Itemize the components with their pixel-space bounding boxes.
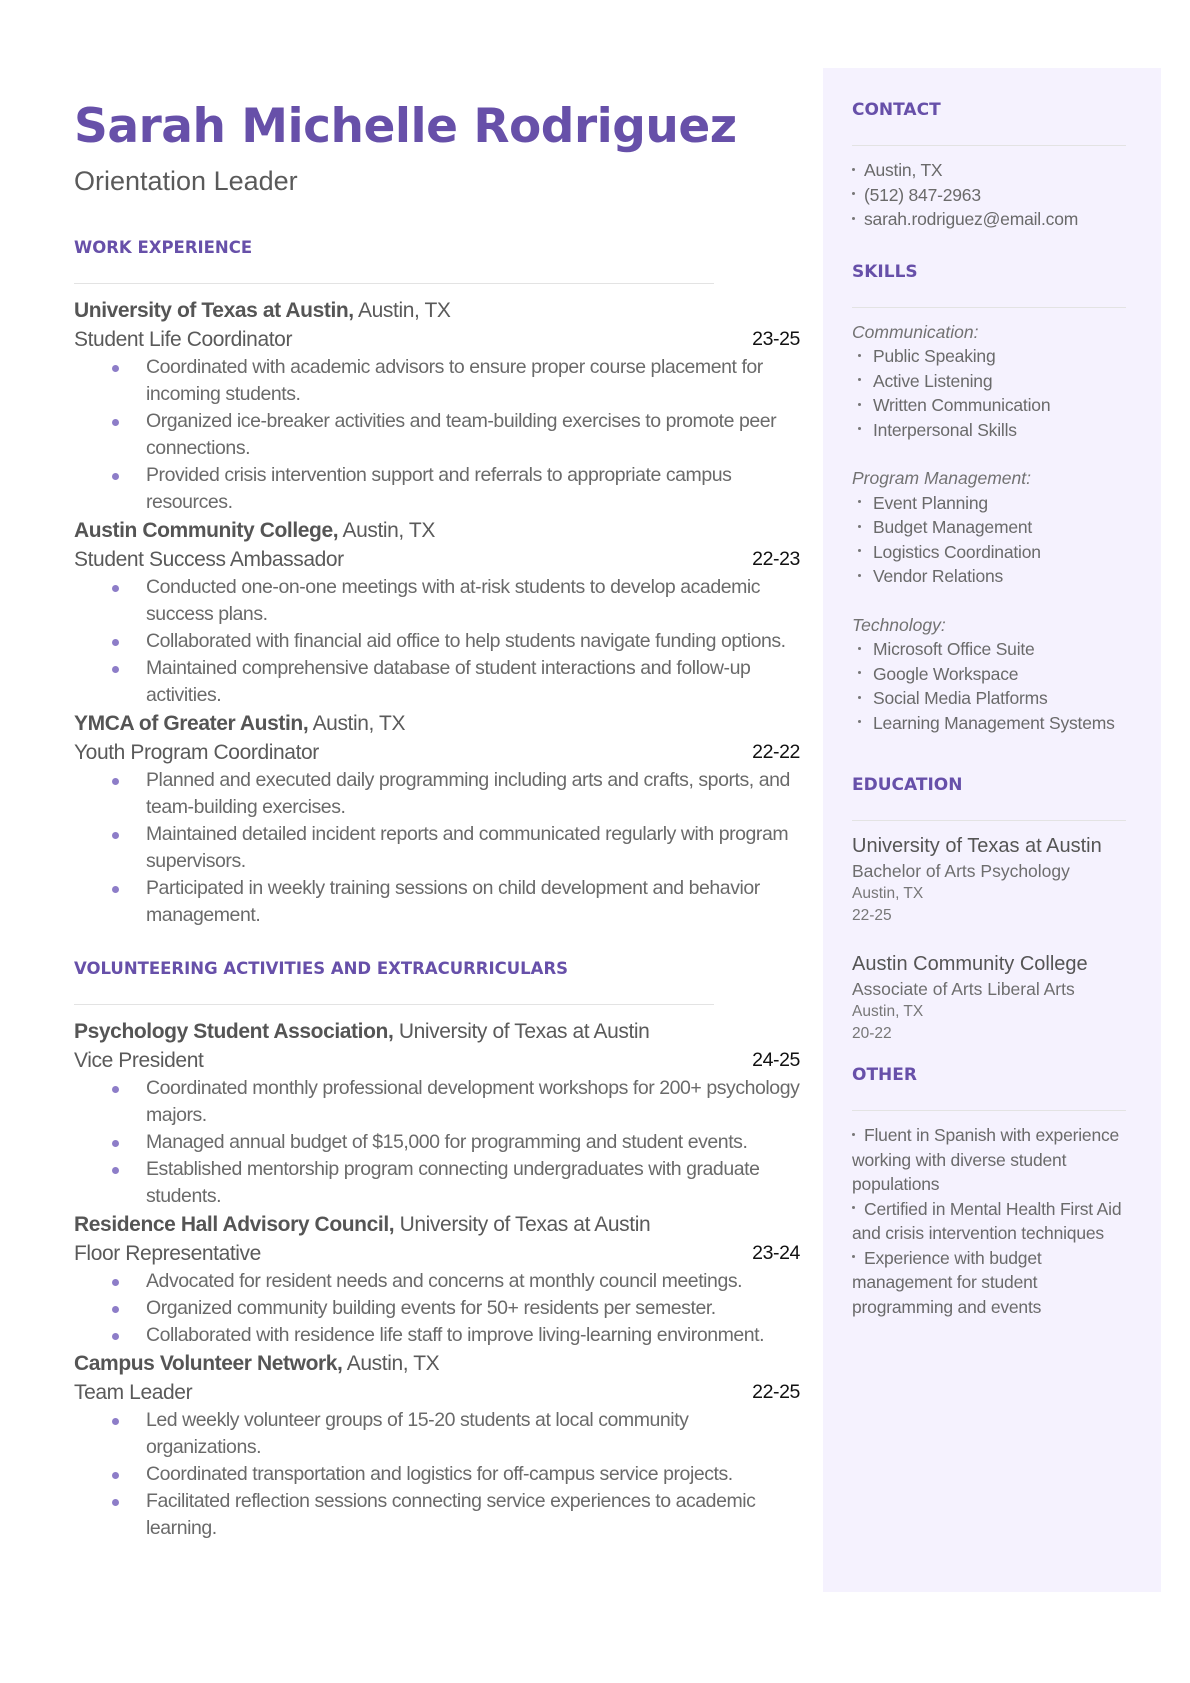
school-location: Austin, TX [852, 885, 924, 902]
education-item [852, 951, 1142, 1045]
volunteering-entries [74, 1017, 800, 1542]
contact-list [852, 158, 1142, 232]
experience-entry [74, 516, 800, 709]
organization-name: University of Texas at Austin, [74, 299, 354, 322]
bullet-text: Organized community building events for 50+ residents per semester. [146, 1297, 716, 1319]
skill-category: Technology: [852, 614, 946, 635]
skill-list [852, 491, 1142, 589]
bullet-list [74, 574, 800, 709]
main-column [74, 96, 800, 1542]
section-title: CONTACT [852, 100, 941, 120]
skill-group [852, 466, 1142, 589]
education-dates: 22-25 [852, 907, 892, 924]
section-title: VOLUNTEERING ACTIVITIES AND EXTRACURRICULARS [74, 959, 569, 978]
bullet-list [74, 354, 800, 516]
education-item [852, 833, 1142, 927]
bullet-item [110, 408, 800, 462]
experience-entry [74, 1210, 800, 1349]
role-row [74, 1046, 800, 1075]
skill-item [852, 711, 1142, 736]
bullet-item [110, 1407, 800, 1461]
bullet-text: Planned and executed daily programming including arts and crafts, sports, and team-building exercises. [146, 769, 790, 818]
organization-location: Austin, TX [346, 1352, 440, 1375]
date-range: 24-25 [752, 1049, 800, 1071]
bullet-item [110, 1075, 800, 1129]
bullet-dot-icon [112, 1472, 119, 1479]
bullet-dot-icon [112, 1279, 119, 1286]
section-title: SKILLS [852, 261, 918, 282]
skill-item-text: Learning Management Systems [873, 712, 1115, 733]
bullet-dot-icon [112, 832, 119, 839]
organization-name: Psychology Student Association, [74, 1020, 394, 1043]
volunteering-section [74, 959, 800, 1542]
entry-heading [74, 516, 800, 545]
bullet-dot-icon [858, 549, 861, 552]
education-section [852, 775, 1142, 1045]
other-item-text: Fluent in Spanish with experience working with diverse student populations [852, 1125, 1120, 1194]
bullet-dot-icon [858, 671, 861, 674]
bullet-item [110, 1295, 800, 1322]
bullet-dot-icon [112, 585, 119, 592]
contact-section [852, 100, 1142, 232]
date-range: 22-23 [752, 548, 800, 570]
other-item-text: Experience with budget management for student programming and events [852, 1247, 1042, 1317]
bullet-item [110, 655, 800, 709]
section-title: OTHER [852, 1065, 917, 1085]
role-title: Youth Program Coordinator [74, 741, 319, 764]
skill-list [852, 344, 1142, 442]
bullet-text: Collaborated with residence life staff to improve living-learning environment. [146, 1324, 765, 1346]
bullet-dot-icon [852, 192, 855, 195]
bullet-list [74, 1075, 800, 1210]
bullet-dot-icon [112, 419, 119, 426]
bullet-dot-icon [858, 720, 861, 723]
skill-list [852, 637, 1142, 735]
bullet-item [110, 628, 800, 655]
entry-heading [74, 1349, 800, 1378]
section-title: WORK EXPERIENCE [74, 238, 253, 257]
skill-groups [852, 320, 1142, 736]
bullet-dot-icon [852, 168, 855, 171]
bullet-dot-icon [112, 1333, 119, 1340]
skill-item [852, 637, 1142, 662]
bullet-text: Provided crisis intervention support and referrals to appropriate campus resources. [146, 464, 732, 513]
role-row [74, 738, 800, 767]
bullet-text: Maintained detailed incident reports and communicated regularly with program supervisors. [146, 823, 789, 872]
degree: Associate of Arts Liberal Arts [852, 979, 1075, 999]
organization-name: Campus Volunteer Network, [74, 1352, 343, 1375]
bullet-dot-icon [858, 378, 861, 381]
other-item [852, 1246, 1132, 1320]
organization-location: University of Texas at Austin [398, 1020, 650, 1043]
bullet-dot-icon [112, 365, 119, 372]
sidebar [852, 100, 1142, 1319]
bullet-item [110, 1488, 800, 1542]
bullet-item [110, 354, 800, 408]
bullet-dot-icon [858, 574, 861, 577]
bullet-item [110, 875, 800, 929]
bullet-item [110, 1268, 800, 1295]
bullet-text: Coordinated transportation and logistics for off-campus service projects. [146, 1463, 733, 1485]
divider [852, 1110, 1126, 1111]
skill-item-text: Microsoft Office Suite [873, 639, 1035, 659]
work-experience-section [74, 238, 800, 929]
work-entries [74, 296, 800, 929]
bullet-list [74, 1407, 800, 1542]
bullet-dot-icon [852, 217, 855, 220]
other-section [852, 1065, 1142, 1319]
school-location: Austin, TX [852, 1003, 924, 1020]
bullet-item [110, 1322, 800, 1349]
bullet-dot-icon [858, 696, 861, 699]
organization-location: Austin, TX [312, 712, 406, 735]
bullet-item [110, 574, 800, 628]
bullet-text: Organized ice-breaker activities and team-building exercises to promote peer connections. [146, 410, 777, 459]
bullet-text: Maintained comprehensive database of student interactions and follow-up activities. [146, 657, 751, 706]
organization-name: Residence Hall Advisory Council, [74, 1213, 395, 1236]
skill-category: Communication: [852, 321, 979, 342]
bullet-text: Managed annual budget of $15,000 for programming and student events. [146, 1131, 748, 1153]
bullet-item [110, 1461, 800, 1488]
divider [852, 145, 1126, 146]
school-name: University of Texas at Austin [852, 835, 1102, 857]
role-row [74, 325, 800, 354]
bullet-item [110, 767, 800, 821]
role-title: Vice President [74, 1049, 204, 1072]
bullet-dot-icon [858, 427, 861, 430]
skill-item [852, 515, 1142, 540]
skill-group [852, 613, 1142, 736]
role-row [74, 1239, 800, 1268]
contact-item [852, 207, 1142, 232]
role-row [74, 545, 800, 574]
role-title: Team Leader [74, 1381, 193, 1404]
bullet-dot-icon [852, 1133, 855, 1136]
bullet-dot-icon [858, 403, 861, 406]
bullet-text: Facilitated reflection sessions connecting service experiences to academic learning. [146, 1490, 756, 1539]
skill-item [852, 369, 1142, 394]
education-dates: 20-22 [852, 1025, 892, 1042]
bullet-dot-icon [112, 666, 119, 673]
degree: Bachelor of Arts Psychology [852, 861, 1070, 881]
date-range: 23-25 [752, 328, 800, 350]
bullet-dot-icon [852, 1206, 855, 1209]
bullet-item [110, 821, 800, 875]
candidate-name: Sarah Michelle Rodriguez [74, 99, 737, 154]
bullet-dot-icon [112, 1306, 119, 1313]
skill-item [852, 393, 1142, 418]
bullet-text: Established mentorship program connecting undergraduates with graduate students. [146, 1158, 760, 1207]
other-item [852, 1123, 1132, 1197]
bullet-dot-icon [112, 1167, 119, 1174]
bullet-text: Led weekly volunteer groups of 15-20 students at local community organizations. [146, 1409, 689, 1458]
skill-group [852, 320, 1142, 443]
skill-item-text: Active Listening [873, 370, 993, 391]
bullet-dot-icon [858, 500, 861, 503]
divider [852, 307, 1126, 308]
job-title: Orientation Leader [74, 166, 298, 196]
skill-category: Program Management: [852, 468, 1031, 488]
bullet-dot-icon [112, 886, 119, 893]
skill-item-text: Google Workspace [873, 663, 1019, 684]
bullet-dot-icon [112, 1418, 119, 1425]
bullet-dot-icon [852, 1255, 855, 1258]
bullet-dot-icon [112, 1499, 119, 1506]
skills-section [852, 262, 1142, 736]
bullet-dot-icon [112, 473, 119, 480]
skill-item-text: Written Communication [873, 395, 1051, 415]
role-title: Floor Representative [74, 1242, 261, 1265]
skill-item [852, 686, 1142, 711]
other-item [852, 1197, 1132, 1246]
skill-item [852, 540, 1142, 565]
skill-item-text: Vendor Relations [873, 566, 1004, 586]
skill-item-text: Social Media Platforms [873, 688, 1048, 708]
skill-item-text: Event Planning [873, 492, 988, 513]
bullet-dot-icon [112, 1140, 119, 1147]
bullet-dot-icon [112, 639, 119, 646]
divider [852, 820, 1126, 821]
contact-item-text: sarah.rodriguez@email.com [864, 209, 1079, 229]
contact-item [852, 158, 1142, 183]
role-row [74, 1378, 800, 1407]
skill-item-text: Logistics Coordination [873, 541, 1041, 562]
organization-location: Austin, TX [358, 299, 451, 322]
bullet-text: Collaborated with financial aid office to help students navigate funding options. [146, 630, 786, 652]
other-list [852, 1123, 1142, 1319]
section-title: EDUCATION [852, 775, 963, 795]
entry-heading [74, 1210, 800, 1239]
organization-name: Austin Community College, [74, 519, 339, 542]
bullet-item [110, 1156, 800, 1210]
skill-item [852, 491, 1142, 516]
experience-entry [74, 1349, 800, 1542]
bullet-dot-icon [858, 354, 861, 357]
bullet-text: Conducted one-on-one meetings with at-risk students to develop academic success plans. [146, 576, 761, 625]
date-range: 22-22 [752, 741, 800, 763]
contact-item [852, 183, 1142, 208]
skill-item-text: Public Speaking [873, 346, 996, 366]
contact-item-text: Austin, TX [864, 160, 943, 180]
experience-entry [74, 1017, 800, 1210]
divider [74, 1004, 714, 1005]
bullet-item [110, 462, 800, 516]
other-item-text: Certified in Mental Health First Aid and crisis intervention techniques [852, 1198, 1122, 1243]
skill-item [852, 418, 1142, 443]
skill-item [852, 662, 1142, 687]
experience-entry [74, 296, 800, 516]
divider [74, 283, 714, 284]
bullet-dot-icon [858, 525, 861, 528]
skill-item-text: Interpersonal Skills [873, 419, 1017, 440]
bullet-list [74, 1268, 800, 1349]
experience-entry [74, 709, 800, 929]
bullet-dot-icon [112, 1086, 119, 1093]
organization-name: YMCA of Greater Austin, [74, 712, 309, 735]
entry-heading [74, 296, 800, 325]
entry-heading [74, 709, 800, 738]
organization-location: Austin, TX [342, 519, 435, 542]
organization-location: University of Texas at Austin [399, 1213, 651, 1236]
bullet-dot-icon [112, 778, 119, 785]
contact-item-text: (512) 847-2963 [864, 184, 981, 205]
bullet-item [110, 1129, 800, 1156]
entry-heading [74, 1017, 800, 1046]
date-range: 23-24 [752, 1242, 800, 1264]
date-range: 22-25 [752, 1381, 800, 1403]
bullet-text: Advocated for resident needs and concerns at monthly council meetings. [146, 1270, 743, 1292]
skill-item-text: Budget Management [873, 517, 1033, 537]
education-list [852, 833, 1142, 1045]
role-title: Student Life Coordinator [74, 328, 293, 351]
bullet-text: Participated in weekly training sessions on child development and behavior management. [146, 877, 760, 926]
bullet-dot-icon [858, 647, 861, 650]
bullet-text: Coordinated monthly professional development workshops for 200+ psychology majors. [146, 1077, 800, 1126]
role-title: Student Success Ambassador [74, 548, 344, 571]
school-name: Austin Community College [852, 953, 1088, 975]
bullet-text: Coordinated with academic advisors to ensure proper course placement for incoming students. [146, 356, 763, 405]
skill-item [852, 344, 1142, 369]
skill-item [852, 564, 1142, 589]
bullet-list [74, 767, 800, 929]
